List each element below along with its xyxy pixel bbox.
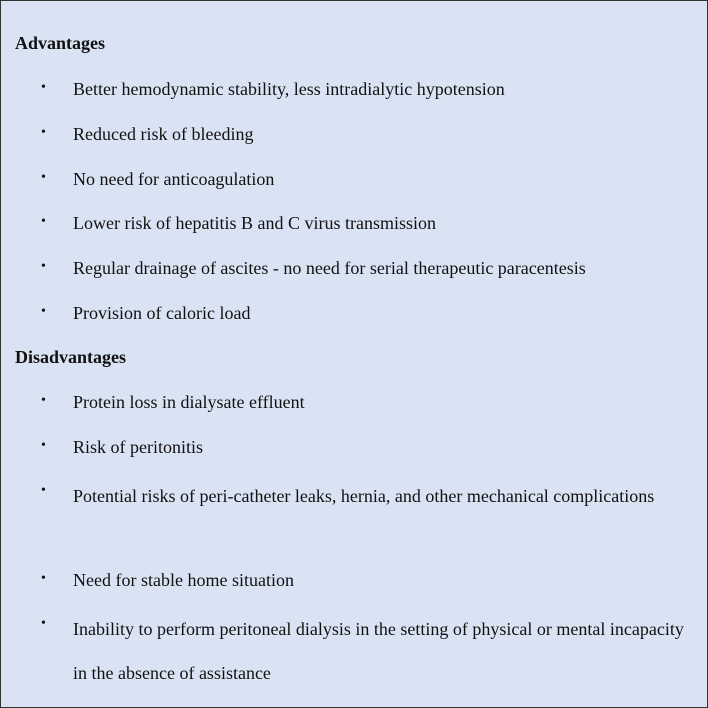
- advantages-heading: Advantages: [15, 33, 106, 53]
- list-item: Potential risks of peri-catheter leaks, hernia, and other mechanical complications: [73, 486, 655, 506]
- list-item: No need for anticoagulation: [73, 169, 275, 189]
- bullet-icon: •: [41, 483, 46, 498]
- bullet-icon: •: [41, 80, 46, 95]
- bullet-icon: •: [41, 393, 46, 408]
- list-item: Provision of caloric load: [73, 303, 251, 323]
- list-item: Lower risk of hepatitis B and C virus transmission: [73, 213, 436, 233]
- bullet-icon: •: [41, 125, 46, 140]
- list-item: Inability to perform peritoneal dialysis in the setting of physical or mental incapacity in the absence of assistance: [73, 619, 684, 683]
- list-item: Regular drainage of ascites - no need for serial therapeutic paracentesis: [73, 258, 586, 278]
- bullet-icon: •: [41, 259, 46, 274]
- list-item: Need for stable home situation: [73, 570, 294, 590]
- bullet-icon: •: [41, 438, 46, 453]
- list-item: Reduced risk of bleeding: [73, 124, 254, 144]
- list-item: Protein loss in dialysate effluent: [73, 392, 305, 412]
- bullet-icon: •: [41, 616, 46, 631]
- bullet-icon: •: [41, 571, 46, 586]
- bullet-icon: •: [41, 304, 46, 319]
- list-item: Better hemodynamic stability, less intradialytic hypotension: [73, 79, 505, 99]
- disadvantages-heading: Disadvantages: [15, 347, 127, 367]
- bullet-icon: •: [41, 214, 46, 229]
- list-item: Risk of peritonitis: [73, 437, 203, 457]
- bullet-icon: •: [41, 170, 46, 185]
